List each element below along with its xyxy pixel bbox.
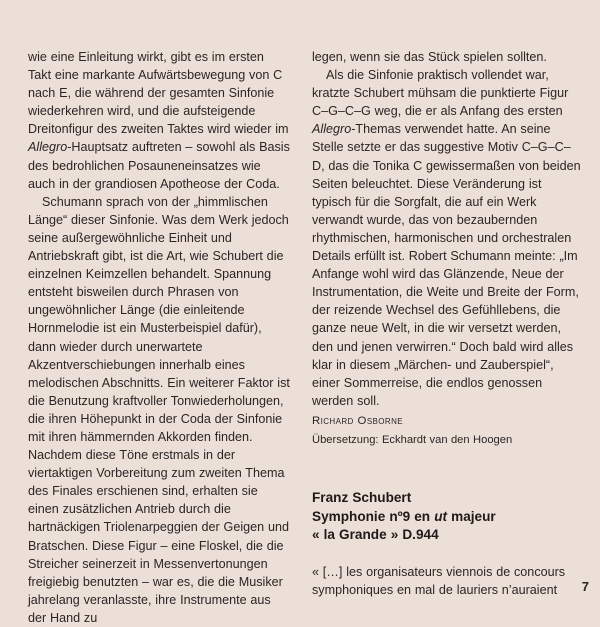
paragraph-schumann: Schumann sprach von der „himmlischen Länge“ dieser Sinfonie. Was dem Werk jedoch seine außergewöhnliche Einheit und Antriebskraft gibt, ist die Art, wie Schubert die einzelnen Keimzellen behandelt. Spannung entsteht bisweilen durch Phrasen von ungewöhnlicher Länge (die einleitende Hornmelodie ist ein Musterbeispiel dafür), dann wieder durch unerwartete Akzentverschiebungen innerhalb eines melodischen Abschnitts. Ein weiterer Faktor ist die Benutzung kraftvoller Tonwiederholungen, die ihren Höhepunkt in der Coda der Sinfonie mit ihren hämmernden Akkorden finden. Nachdem diese Töne erstmals in der viertaktigen Vorbereitung zum zweiten Thema des Finales erschienen sind, erhalten sie einen zusätzlichen Antrieb durch die hartnäckigen Triolenarpeggien der Geigen und Bratschen. Diese Figur – eine Floskel, die die Streicher seinerzeit in Messenvertonungen freigiebig benutzten – war es, die die Musiker jahrelang veranlasste, ihre Instrumente aus der Hand zu (28, 194, 290, 625)
right-column (312, 48, 582, 599)
paragraph-continued: legen, wenn sie das Stück spielen sollten. (312, 50, 547, 64)
page-number: 7 (581, 579, 589, 594)
translator-credit: Übersetzung: Eckhardt van den Hoogen (312, 433, 513, 446)
author-signature: Richard Osborne (312, 414, 404, 427)
paragraph-french: « […] les organisateurs viennois de concours symphoniques en mal de lauriers n’auraient (312, 564, 566, 597)
work-title: Symphonie nº9 en ut majeur (312, 508, 496, 524)
paragraph-sinfonie: Als die Sinfonie praktisch vollendet war, kratzte Schubert mühsam die punktierte Figur C–G–C–G weg, die er als Anfang des ersten Allegro-Themas verwendet hatte. An seine Stelle setzte er das suggestive Motiv C–G–C–D, das die Tonika C gewissermaßen von beiden Seiten beleuchtet. Diese Veränderung ist typisch für die Sorgfalt, die auf ein Werk verwandt wurde, das von bezaubernden rhythmischen, harmonischen und orchestralen Details erfüllt ist. Robert Schumann meinte: „Im Anfange wohl wird das Glänzende, Neue der Instrumentation, die Weite und Breite der Form, der reizende Wechsel des Gefühllebens, die ganze neue Welt, in die wir versetzt werden, den und jenen verwirren.“ Doch bald wird alles klar in diesem „Märchen- und Zauberspiel“, einer Sommerreise, die endlos genossen werden soll. (312, 68, 581, 408)
work-subtitle: « la Grande » D.944 (312, 527, 439, 543)
section-heading (312, 489, 582, 545)
paragraph-intro-continued: wie eine Einleitung wirkt, gibt es im ersten Takt eine markante Aufwärtsbewegung von C nach E, die während der gesamten Sinfonie wiederkehren wird, und die aufsteigende Dreitonfigur des zweiten Taktes wird wieder im Allegro-Hauptsatz auftreten – sowohl als Basis des bedrohlichen Posauneneinsatzes wie auch in der grandiosen Apotheose der Coda. (28, 50, 290, 191)
composer-name: Franz Schubert (312, 490, 412, 506)
left-column (28, 48, 290, 627)
